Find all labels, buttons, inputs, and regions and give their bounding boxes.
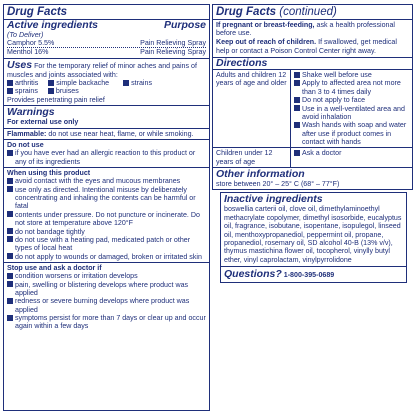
list-item: if you have ever had an allergic reaction to this product or any of its ingredients <box>7 149 206 166</box>
drug-facts-title: Drug Facts <box>7 6 68 18</box>
flammable-section <box>4 128 209 139</box>
directions-adults-list <box>291 70 412 147</box>
checkbox-icon <box>7 236 13 242</box>
list-item: Do not apply to face <box>294 96 409 104</box>
ingredient-purpose: Pain Relieving Spray <box>140 48 206 57</box>
list-item: do not apply to wounds or damaged, broken or irritated skin <box>7 253 206 261</box>
inactive-ingredients-title: Inactive ingredients <box>224 193 323 206</box>
list-item: do not use with a heating pad, medicated patch or other types of local heat <box>7 236 206 253</box>
checkbox-icon <box>7 253 13 259</box>
checkbox-icon <box>48 88 54 94</box>
ingredient-row <box>7 48 206 56</box>
list-item: Shake well before use <box>294 71 409 79</box>
checkbox-icon <box>7 315 13 321</box>
external-use-text: For external use only <box>7 118 79 127</box>
list-item: Use in a well-ventilated area and avoid inhalation <box>294 105 409 122</box>
directions-age-adults: Adults and children 12 years of age and older <box>213 70 291 147</box>
checkbox-icon <box>7 273 13 279</box>
purpose-title: Purpose <box>163 18 206 31</box>
list-item: redness or severe burning develops where product was applied <box>7 297 206 314</box>
questions-label: Questions? <box>224 267 282 280</box>
warnings-title: Warnings <box>7 106 55 119</box>
other-information-section <box>213 167 412 189</box>
list-item: Wash hands with soap and water after use if product comes in contact with hands <box>294 121 409 146</box>
right-column <box>212 4 413 411</box>
directions-age-children: Children under 12 years of age <box>213 147 291 167</box>
when-using-section <box>4 167 209 262</box>
list-item: symptoms persist for more than 7 days or clear up and occur again within a few days <box>7 314 206 331</box>
uses-list <box>7 79 206 87</box>
left-column <box>3 4 210 411</box>
ingredient-name: Menthol 16% <box>7 48 49 57</box>
checkbox-icon <box>7 228 13 234</box>
list-item: pain, swelling or blistering develops where product was applied <box>7 281 206 298</box>
directions-table <box>213 69 412 167</box>
checkbox-icon <box>123 80 129 86</box>
list-item: use only as directed. Intentional misuse by deliberately concentrating and inhaling the contents can be harmful or fatal <box>7 186 206 211</box>
checkbox-icon <box>294 105 300 111</box>
stop-use-title: Stop use and ask a doctor if <box>7 263 102 272</box>
questions-row <box>221 266 406 280</box>
active-ingredients-title: Active ingredients <box>7 18 99 31</box>
checkbox-icon <box>7 88 13 94</box>
drug-facts-panel <box>3 4 413 412</box>
when-using-title: When using this product <box>7 169 91 177</box>
list-item: contents under pressure. Do not puncture or incinerate. Do not store at temperature above 120°F <box>7 211 206 228</box>
children-warning: Keep out of reach of children. If swallowed, get medical help or contact a Poison Control Center right away. <box>216 38 397 55</box>
ingredient-row <box>7 39 206 48</box>
list-item: condition worsens or irritation develops <box>7 272 206 280</box>
drug-facts-continued-title: Drug Facts (continued) <box>216 6 337 18</box>
other-information-text: store between 20° – 25° C (68° – 77°F) <box>216 180 340 189</box>
uses-list <box>7 87 206 95</box>
stop-use-section <box>4 262 209 332</box>
uses-item: strains <box>123 79 152 87</box>
list-item: avoid contact with the eyes and mucous membranes <box>7 177 206 185</box>
list-item: Apply to affected area not more than 3 to 4 times daily <box>294 79 409 96</box>
right-top-box <box>212 4 413 190</box>
directions-children-list <box>291 147 412 167</box>
continued-label: (continued) <box>279 6 337 18</box>
pregnancy-warning: If pregnant or breast-feeding, ask a health professional before use. <box>213 19 412 39</box>
checkbox-icon <box>7 298 13 304</box>
list-item: Ask a doctor <box>294 149 409 157</box>
flammable-label: Flammable: <box>7 129 47 138</box>
ingredient-purpose: Pain Relieving Spray <box>140 39 206 48</box>
checkbox-icon <box>7 150 13 156</box>
uses-item: simple backache <box>48 79 109 87</box>
uses-outro: Provides penetrating pain relief <box>7 95 105 104</box>
do-not-use-title: Do not use <box>7 140 44 149</box>
checkbox-icon <box>7 178 13 184</box>
uses-item: arthritis <box>7 79 38 87</box>
checkbox-icon <box>294 72 300 78</box>
checkbox-icon <box>7 186 13 192</box>
uses-item: bruises <box>48 87 79 95</box>
warnings-section <box>4 105 209 127</box>
directions-title: Directions <box>216 57 268 70</box>
checkbox-icon <box>294 150 300 156</box>
inactive-ingredients-text: boswellia carterii oil, clove oil, dimethylaminoethyl methacrylate copolymer, dimethyl isosorbide, eucalyptus oil, fragrance, isobutane, isopentane, isopulegol, linseed oil, menthoxypropanediol, peppermint oil, propane, propanediol, rosemary oil, SD alcohol 40-B (13% v/v), thymus mastichina flower oil, tocopherol, vinylly butyl ether, vinyl caprolactam, vinylpyrrolidone <box>224 205 402 264</box>
do-not-use-section <box>4 139 209 167</box>
questions-phone: 1-800-395-0689 <box>283 270 335 279</box>
list-item: do not bandage tightly <box>7 228 206 236</box>
uses-item: sprains <box>7 87 38 95</box>
checkbox-icon <box>7 80 13 86</box>
checkbox-icon <box>294 97 300 103</box>
inactive-ingredients-box <box>220 192 407 283</box>
flammable-text: do not use near heat, flame, or while smoking. <box>46 129 194 138</box>
other-information-title: Other information <box>216 168 305 181</box>
ingredient-name: Camphor 5.5% <box>7 39 55 48</box>
uses-title: Uses <box>7 58 33 71</box>
active-subtitle: (To Deliver) <box>7 30 44 39</box>
checkbox-icon <box>7 211 13 217</box>
checkbox-icon <box>7 281 13 287</box>
active-ingredients-section <box>4 19 209 58</box>
checkbox-icon <box>294 122 300 128</box>
checkbox-icon <box>294 80 300 86</box>
uses-intro: For the temporary relief of minor aches and pains of muscles and joints associated with: <box>7 61 197 79</box>
uses-section <box>4 58 209 105</box>
checkbox-icon <box>48 80 54 86</box>
directions-section <box>213 57 412 167</box>
